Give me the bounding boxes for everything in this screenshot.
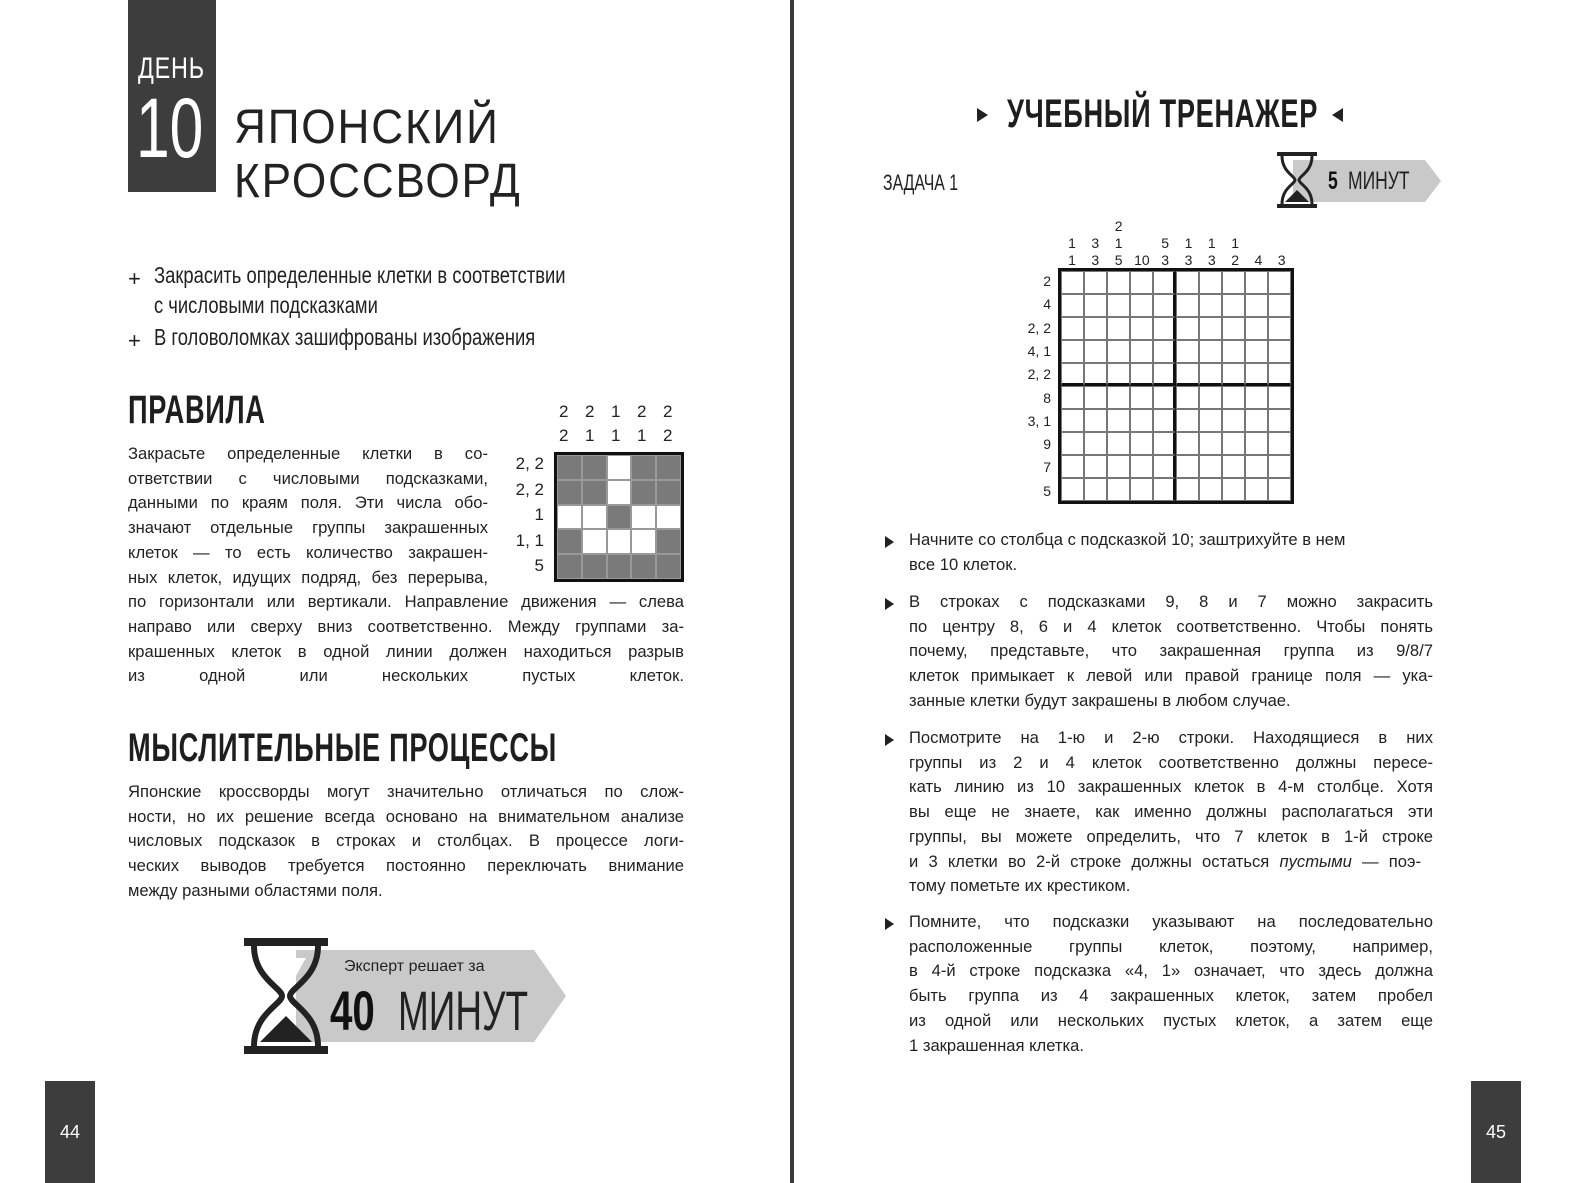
hint-line: тому пометьте их крестиком. xyxy=(909,876,1131,896)
puzzle-cell xyxy=(1107,409,1130,432)
puzzle-cell xyxy=(1245,386,1268,409)
triangle-right-icon xyxy=(885,598,894,610)
puzzle-cell xyxy=(1245,340,1268,363)
hint-line xyxy=(909,852,1421,872)
puzzle-row-clue: 4 xyxy=(1043,296,1051,313)
puzzle-col-clue: 3 xyxy=(1184,252,1193,268)
puzzle-cell xyxy=(1153,271,1176,294)
puzzle-cell xyxy=(1084,317,1107,340)
puzzle-cell xyxy=(1130,432,1153,455)
puzzle-col-clue: 3 xyxy=(1091,252,1100,268)
plus-bullet: + xyxy=(128,328,141,353)
mini-puzzle-grid xyxy=(554,452,684,582)
mini-cell xyxy=(557,529,582,554)
puzzle-cell xyxy=(1245,271,1268,294)
puzzle-col-clue: 3 xyxy=(1161,252,1170,268)
puzzle-cell xyxy=(1176,340,1199,363)
mini-cell xyxy=(631,480,656,505)
hint-line: Посмотрите на 1-ю и 2-ю строки. Находящиеся в них xyxy=(909,728,1433,747)
puzzle-col-clue: 2 xyxy=(1114,218,1123,234)
right-page xyxy=(795,0,1585,1183)
puzzle-row-clue: 2, 2 xyxy=(1027,366,1051,383)
puzzle-cell xyxy=(1222,386,1245,409)
hint-emphasis: пустыми xyxy=(1279,851,1352,871)
puzzle-cell xyxy=(1061,432,1084,455)
puzzle-cell xyxy=(1107,294,1130,317)
puzzle-col-clue: 1 xyxy=(1114,235,1123,251)
hint-line: занные клетки будут закрашены в любом случае. xyxy=(909,690,1291,710)
triangle-right-icon xyxy=(885,918,894,930)
puzzle-col-clue: 1 xyxy=(1231,235,1239,251)
hint-line: группы, вы можете определить, что 7 клеток в 1-й строке xyxy=(909,826,1433,846)
puzzle-cell xyxy=(1268,271,1291,294)
day-block xyxy=(128,0,216,192)
puzzle-cell xyxy=(1153,478,1176,501)
puzzle-cell xyxy=(1130,455,1153,478)
puzzle-cell xyxy=(1084,386,1107,409)
puzzle-cell xyxy=(1061,409,1084,432)
rules-line: клеток — то есть количество закрашен- xyxy=(128,542,488,562)
puzzle-cell xyxy=(1130,409,1153,432)
puzzle-col-clue: 3 xyxy=(1277,252,1286,268)
mini-cell xyxy=(656,480,681,505)
puzzle-cell xyxy=(1268,386,1291,409)
timer-number: 5 xyxy=(1328,167,1338,195)
puzzle-col-clue: 5 xyxy=(1114,252,1123,268)
puzzle-cell xyxy=(1061,340,1084,363)
puzzle-row-clue: 2, 2 xyxy=(1027,319,1051,336)
puzzle-cell xyxy=(1061,455,1084,478)
expert-number: 40 xyxy=(330,979,375,1042)
rules-line: ных клеток, идущих подряд, без перерыва, xyxy=(128,567,488,587)
puzzle-cell xyxy=(1061,363,1084,386)
mini-col-clue: 2 xyxy=(637,402,647,421)
puzzle-cell xyxy=(1222,363,1245,386)
puzzle-cell xyxy=(1176,455,1199,478)
puzzle-cell xyxy=(1199,363,1222,386)
rules-line: ответствии с числовыми подсказками, xyxy=(128,468,488,488)
puzzle-col-clue: 1 xyxy=(1068,252,1076,268)
mini-col-clue: 2 xyxy=(559,402,569,421)
puzzle-cell xyxy=(1268,432,1291,455)
puzzle-cell xyxy=(1199,271,1222,294)
hint-line: Начните со столбца с подсказкой 10; заштрихуйте в нем xyxy=(909,530,1346,549)
hint-line: Помните, что подсказки указывают на последовательно xyxy=(909,912,1433,931)
puzzle-cell xyxy=(1222,409,1245,432)
puzzle-cell xyxy=(1268,363,1291,386)
puzzle-grid xyxy=(1058,268,1294,504)
puzzle-cell xyxy=(1176,432,1199,455)
puzzle-cell xyxy=(1130,271,1153,294)
puzzle-cell xyxy=(1199,409,1222,432)
puzzle-cell xyxy=(1153,432,1176,455)
puzzle-cell xyxy=(1107,478,1130,501)
mini-cell xyxy=(607,505,632,530)
mini-cell xyxy=(607,554,632,579)
puzzle-cell xyxy=(1268,478,1291,501)
mini-cell xyxy=(557,554,582,579)
puzzle-cell xyxy=(1107,363,1130,386)
puzzle-cell xyxy=(1176,317,1199,340)
hint-line: все 10 клеток. xyxy=(909,554,1018,574)
puzzle-cell xyxy=(1084,409,1107,432)
puzzle-cell xyxy=(1245,478,1268,501)
puzzle-cell xyxy=(1199,294,1222,317)
puzzle-col-clue: 5 xyxy=(1161,235,1170,251)
mini-cell xyxy=(607,455,632,480)
puzzle-cell xyxy=(1222,271,1245,294)
rules-line: Закрасьте определенные клетки в со- xyxy=(128,444,488,463)
puzzle-cell xyxy=(1176,409,1199,432)
puzzle-cell xyxy=(1107,340,1130,363)
book-spine xyxy=(790,0,794,1183)
puzzle-cell xyxy=(1084,271,1107,294)
puzzle-cell xyxy=(1199,386,1222,409)
puzzle-cell xyxy=(1199,317,1222,340)
process-line: между разными областями поля. xyxy=(128,880,383,900)
process-line: ности, но их решение всегда основано на внимательном анализе xyxy=(128,806,684,826)
hint-text: — поэ- xyxy=(1351,851,1421,871)
mini-cell xyxy=(656,505,681,530)
puzzle-cell xyxy=(1107,317,1130,340)
puzzle-cell xyxy=(1061,478,1084,501)
mini-col-clue: 1 xyxy=(585,426,595,445)
puzzle-col-clue: 3 xyxy=(1091,235,1100,251)
mini-col-clue: 2 xyxy=(663,402,673,421)
intro-line: Закрасить определенные клетки в соответствии xyxy=(154,262,566,288)
hint-line: В строках с подсказками 9, 8 и 7 можно закрасить xyxy=(909,592,1433,611)
rules-heading: ПРАВИЛА xyxy=(128,388,266,432)
hint-line: по центру 8, 6 и 4 клеток соответственно. Чтобы понять xyxy=(909,616,1433,636)
puzzle-row-clue: 2 xyxy=(1043,273,1051,289)
mini-cell xyxy=(631,529,656,554)
puzzle-row-clue: 5 xyxy=(1043,482,1051,499)
puzzle-cell xyxy=(1268,455,1291,478)
puzzle-cell xyxy=(1061,271,1084,294)
mini-row-clue: 1 xyxy=(534,505,544,524)
expert-unit: МИНУТ xyxy=(398,979,529,1042)
puzzle-cell xyxy=(1245,455,1268,478)
mini-cell xyxy=(656,554,681,579)
mini-cell xyxy=(582,455,607,480)
triangle-right-icon xyxy=(977,108,988,122)
puzzle-cell xyxy=(1107,271,1130,294)
mini-row-clue: 5 xyxy=(534,556,544,575)
puzzle-cell xyxy=(1222,478,1245,501)
puzzle-cell xyxy=(1153,386,1176,409)
puzzle-cell xyxy=(1222,432,1245,455)
hourglass-icon xyxy=(244,938,328,1054)
puzzle-cell xyxy=(1222,294,1245,317)
puzzle-cell xyxy=(1199,432,1222,455)
rules-line: крашенных клеток в одной линии должен находиться разрыв xyxy=(128,641,684,661)
process-heading: МЫСЛИТЕЛЬНЫЕ ПРОЦЕССЫ xyxy=(128,726,557,770)
mini-cell xyxy=(656,529,681,554)
puzzle-cell xyxy=(1176,363,1199,386)
puzzle-cell xyxy=(1245,432,1268,455)
puzzle-cell xyxy=(1268,409,1291,432)
puzzle-cell xyxy=(1222,340,1245,363)
triangle-right-icon xyxy=(885,536,894,548)
mini-col-clue: 2 xyxy=(663,426,673,445)
hint-line: почему, представьте, что закрашенная группа из 9/8/7 xyxy=(909,641,1433,661)
mini-cell xyxy=(607,529,632,554)
puzzle-col-clue: 2 xyxy=(1231,252,1239,268)
mini-cell xyxy=(582,505,607,530)
puzzle-cell xyxy=(1176,294,1199,317)
mini-cell xyxy=(582,480,607,505)
intro-line: с числовыми подсказками xyxy=(154,292,378,318)
puzzle-row-clue: 7 xyxy=(1043,459,1051,476)
mini-row-clue: 2, 2 xyxy=(515,479,544,499)
puzzle-cell xyxy=(1245,409,1268,432)
hourglass-icon xyxy=(1277,152,1317,208)
puzzle-cell xyxy=(1107,386,1130,409)
triangle-right-icon xyxy=(885,734,894,746)
puzzle-cell xyxy=(1084,432,1107,455)
rules-line: по горизонтали или вертикали. Направление движения — слева xyxy=(128,592,684,612)
puzzle-cell xyxy=(1199,478,1222,501)
puzzle-cell xyxy=(1130,317,1153,340)
page-number-left: 44 xyxy=(45,1081,95,1183)
puzzle-cell xyxy=(1176,271,1199,294)
hint-text: и 3 клетки во 2-й строке должны остаться xyxy=(909,851,1280,871)
puzzle-cell xyxy=(1222,317,1245,340)
plus-bullet: + xyxy=(128,266,141,291)
mini-cell xyxy=(631,554,656,579)
mini-cell xyxy=(557,455,582,480)
timer-unit: МИНУТ xyxy=(1348,167,1410,195)
puzzle-cell xyxy=(1222,455,1245,478)
puzzle-cell xyxy=(1130,363,1153,386)
puzzle-cell xyxy=(1084,340,1107,363)
mini-cell xyxy=(557,480,582,505)
chapter-title-line-1: ЯПОНСКИЙ xyxy=(234,101,500,154)
hint-line: 1 закрашенная клетка. xyxy=(909,1035,1084,1055)
puzzle-cell xyxy=(1268,317,1291,340)
hint-line: вы еще не знаете, как именно должны располагаться эти xyxy=(909,802,1433,822)
puzzle-row-clue: 3, 1 xyxy=(1027,412,1051,429)
hint-line: в 4-й строке подсказка «4, 1» означает, что здесь должна xyxy=(909,961,1433,981)
mini-cell xyxy=(656,455,681,480)
hint-line: клеток примыкает к левой или правой границе поля — ука- xyxy=(909,666,1433,686)
day-label: ДЕНЬ xyxy=(138,52,205,85)
mini-col-clue: 1 xyxy=(637,426,647,445)
mini-row-clue: 2, 2 xyxy=(515,454,544,473)
puzzle-col-clue: 1 xyxy=(1184,235,1193,251)
mini-cell xyxy=(557,505,582,530)
puzzle-cell xyxy=(1084,478,1107,501)
puzzle-cell xyxy=(1245,317,1268,340)
intro-line: В головоломках зашифрованы изображения xyxy=(154,324,536,350)
puzzle-cell xyxy=(1107,432,1130,455)
triangle-left-icon xyxy=(1332,108,1343,122)
puzzle-row-clue: 9 xyxy=(1043,436,1051,453)
mini-cell xyxy=(582,529,607,554)
chapter-title-line-2: КРОССВОРД xyxy=(234,155,522,208)
rules-line: значают отдельные группы закрашенных xyxy=(128,518,488,538)
puzzle-cell xyxy=(1153,294,1176,317)
puzzle-cell xyxy=(1130,386,1153,409)
puzzle-cell xyxy=(1084,294,1107,317)
process-line: ческих выводов требуется постоянно переключать внимание xyxy=(128,856,684,876)
process-line: числовых подсказок в строках и столбцах. В процессе логи- xyxy=(128,831,684,851)
puzzle-col-clue: 4 xyxy=(1254,252,1263,268)
mini-col-clue: 1 xyxy=(611,402,621,421)
hint-line: группы из 2 и 4 клеток соответственно должны пересе- xyxy=(909,752,1433,772)
puzzle-cell xyxy=(1130,294,1153,317)
puzzle-cell xyxy=(1107,455,1130,478)
puzzle-cell xyxy=(1153,363,1176,386)
rules-line: из одной или нескольких пустых клеток. xyxy=(128,666,684,686)
puzzle-cell xyxy=(1061,294,1084,317)
puzzle-col-clue: 1 xyxy=(1207,235,1216,251)
mini-col-clue: 2 xyxy=(559,426,569,445)
puzzle-cell xyxy=(1199,340,1222,363)
hint-line: расположенные группы клеток, поэтому, например, xyxy=(909,936,1433,956)
hint-line: из одной или нескольких пустых клеток, а затем еще xyxy=(909,1010,1433,1030)
puzzle-cell xyxy=(1245,294,1268,317)
puzzle-row-clue: 8 xyxy=(1043,389,1051,406)
puzzle-cell xyxy=(1153,340,1176,363)
puzzle-cell xyxy=(1084,363,1107,386)
puzzle-row-clue: 4, 1 xyxy=(1027,342,1051,359)
puzzle-cell xyxy=(1268,340,1291,363)
day-number: 10 xyxy=(136,81,204,175)
mini-row-clue: 1, 1 xyxy=(515,530,544,550)
mini-cell xyxy=(582,554,607,579)
hint-line: быть группа из 4 закрашенных клеток, затем пробел xyxy=(909,986,1433,1006)
mini-cell xyxy=(631,505,656,530)
puzzle-col-clue: 10 xyxy=(1134,252,1150,268)
page-number-right: 45 xyxy=(1471,1081,1521,1183)
puzzle-cell xyxy=(1130,340,1153,363)
process-line: Японские кроссворды могут значительно отличаться по слож- xyxy=(128,782,684,801)
puzzle-cell xyxy=(1153,317,1176,340)
task-label: ЗАДАЧА 1 xyxy=(883,170,959,195)
puzzle-cell xyxy=(1061,386,1084,409)
puzzle-cell xyxy=(1176,386,1199,409)
mini-col-clue: 1 xyxy=(611,426,621,445)
puzzle-cell xyxy=(1084,455,1107,478)
puzzle-col-clue: 3 xyxy=(1207,252,1216,268)
expert-label: Эксперт решает за xyxy=(344,958,485,975)
mini-col-clue: 2 xyxy=(585,402,595,421)
puzzle-cell xyxy=(1176,478,1199,501)
hint-line: кать линию из 10 закрашенных клеток в 4-м столбце. Хотя xyxy=(909,777,1433,797)
mini-cell xyxy=(631,455,656,480)
rules-line: данными по краям поля. Эти числа обо- xyxy=(128,493,488,513)
puzzle-col-clue: 1 xyxy=(1068,235,1076,251)
trainer-title: УЧЕБНЫЙ ТРЕНАЖЕР xyxy=(1007,92,1319,136)
rules-line: направо или сверху вниз соответственно. Между группами за- xyxy=(128,616,684,636)
puzzle-cell xyxy=(1268,294,1291,317)
puzzle-cell xyxy=(1153,455,1176,478)
mini-cell xyxy=(607,480,632,505)
puzzle-cell xyxy=(1061,317,1084,340)
puzzle-cell xyxy=(1153,409,1176,432)
puzzle-cell xyxy=(1199,455,1222,478)
puzzle-cell xyxy=(1245,363,1268,386)
puzzle-cell xyxy=(1130,478,1153,501)
left-page xyxy=(0,0,790,1183)
